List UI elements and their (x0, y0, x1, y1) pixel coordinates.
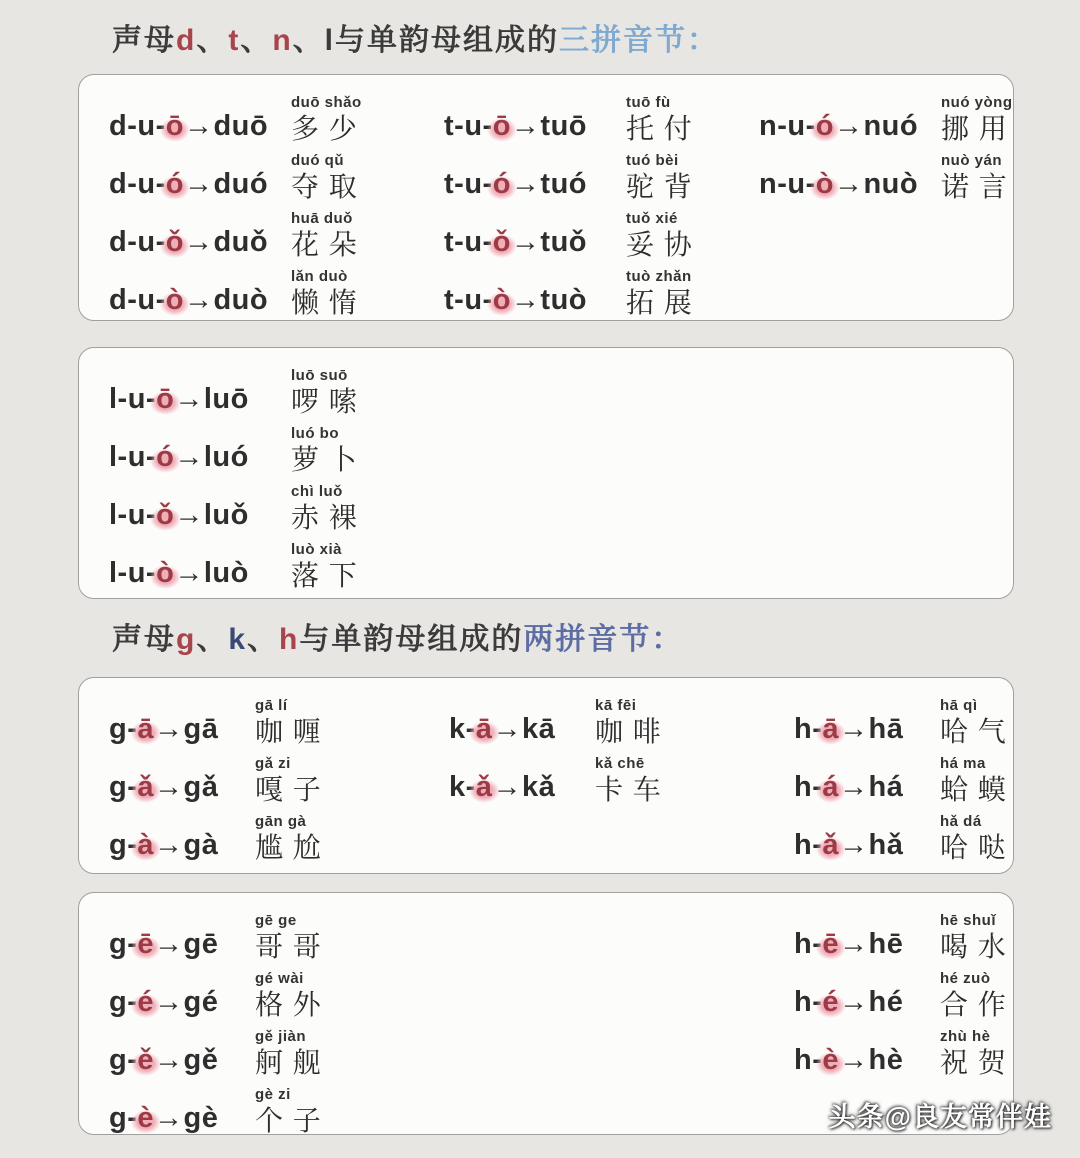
example-word (626, 94, 702, 145)
title-middle: 与单韵母组成的 (299, 623, 524, 656)
word-hanzi: 妥协 (626, 228, 702, 260)
word-pinyin: duó qǔ (291, 152, 344, 170)
example-word (255, 912, 331, 963)
title-comma: 、 (240, 24, 273, 57)
formula-result: →duǒ (183, 226, 269, 258)
formula-vowel-highlight: è (822, 1044, 840, 1076)
formula-prefix: g- (109, 771, 138, 803)
formula-vowel-highlight: ǒ (165, 226, 184, 258)
formula-vowel-highlight: ò (815, 168, 834, 200)
formula-prefix: l-u- (109, 441, 157, 473)
pinyin-formula (109, 499, 277, 534)
formula-prefix: k- (449, 713, 476, 745)
pinyin-formula (109, 110, 277, 145)
pinyin-entry-row (109, 1079, 331, 1137)
word-pinyin: duō shǎo (291, 94, 362, 112)
word-pinyin: luò xià (291, 541, 343, 559)
formula-result: →duò (183, 284, 269, 316)
formula-vowel-highlight: ó (156, 441, 175, 473)
pinyin-formula (449, 713, 581, 748)
formula-result: →luō (174, 383, 249, 415)
formula-vowel-highlight: ō (156, 383, 175, 415)
pinyin-entry-row (794, 806, 1016, 864)
word-pinyin: gān gà (255, 813, 307, 831)
word-hanzi: 落下 (291, 559, 367, 591)
formula-vowel-highlight: é (137, 986, 155, 1018)
formula-result: →duó (183, 168, 269, 200)
pinyin-entry-row (444, 145, 702, 203)
pinyin-entry-row (109, 806, 331, 864)
panel-duo-tuo-nuo (78, 74, 1017, 321)
formula-result: →tuō (510, 110, 587, 142)
pinyin-formula (109, 928, 241, 963)
formula-prefix: h- (794, 986, 823, 1018)
formula-result: →tuò (510, 284, 587, 316)
pinyin-formula (794, 928, 926, 963)
formula-result: →nuó (833, 110, 919, 142)
column-d (109, 87, 444, 319)
pinyin-entry-row (109, 905, 331, 963)
title-comma: 、 (292, 24, 325, 57)
word-pinyin: chì luǒ (291, 483, 343, 501)
title-comma: 、 (196, 24, 229, 57)
pinyin-formula (794, 1044, 926, 1079)
formula-result: →luǒ (174, 499, 249, 531)
example-word (255, 970, 331, 1021)
word-pinyin: gé wài (255, 970, 304, 988)
formula-result: →gā (154, 713, 219, 745)
example-word (255, 813, 331, 864)
column-l (109, 360, 1003, 592)
formula-result: →luó (174, 441, 249, 473)
word-pinyin: tuò zhǎn (626, 268, 692, 286)
example-word (291, 541, 367, 592)
word-pinyin: gā lí (255, 697, 288, 715)
column-h-a (794, 690, 1016, 867)
example-word (941, 94, 1017, 145)
word-pinyin: kā fēi (595, 697, 637, 715)
formula-result: →luò (174, 557, 249, 589)
word-hanzi: 嘎子 (255, 773, 331, 805)
title-letter-d: d (176, 24, 197, 57)
formula-prefix: t-u- (444, 110, 493, 142)
pinyin-entry-row (444, 203, 702, 261)
pinyin-formula (109, 771, 241, 806)
pinyin-formula (109, 1044, 241, 1079)
word-pinyin: luó bo (291, 425, 339, 443)
formula-result: →nuò (833, 168, 919, 200)
pinyin-formula (759, 110, 927, 145)
watermark: 头条@良友常伴娃 (828, 1102, 1052, 1132)
formula-result: →tuǒ (510, 226, 587, 258)
formula-vowel-highlight: á (822, 771, 840, 803)
example-word (940, 1028, 1016, 1079)
pinyin-entry-row (794, 963, 1016, 1021)
example-word (626, 268, 702, 319)
word-pinyin: lǎn duò (291, 268, 348, 286)
formula-prefix: g- (109, 1044, 138, 1076)
example-word (940, 970, 1016, 1021)
word-pinyin: gè zi (255, 1086, 291, 1104)
pinyin-entry-row (109, 534, 367, 592)
formula-vowel-highlight: ò (165, 284, 184, 316)
formula-result: →gé (154, 986, 219, 1018)
example-word (255, 755, 331, 806)
title-comma: 、 (196, 623, 229, 656)
formula-prefix: l-u- (109, 383, 157, 415)
word-hanzi: 个子 (255, 1104, 331, 1136)
example-word (940, 755, 1016, 806)
word-hanzi: 咖啡 (595, 715, 671, 747)
example-word (941, 152, 1017, 203)
formula-prefix: l-u- (109, 499, 157, 531)
formula-prefix: h- (794, 829, 823, 861)
formula-prefix: g- (109, 928, 138, 960)
pinyin-formula (794, 771, 926, 806)
formula-result: →hè (839, 1044, 904, 1076)
panel-ga-ka-ha (78, 677, 1014, 874)
pinyin-formula (759, 168, 927, 203)
example-word (595, 697, 671, 748)
pinyin-entry-row (444, 87, 702, 145)
word-pinyin: há ma (940, 755, 986, 773)
pinyin-entry-row (794, 905, 1016, 963)
column-g-a (109, 690, 449, 867)
pinyin-entry-row (109, 418, 367, 476)
formula-vowel-highlight: ō (165, 110, 184, 142)
example-word (255, 1086, 331, 1137)
formula-vowel-highlight: ē (822, 928, 840, 960)
pinyin-entry-row (109, 1021, 331, 1079)
formula-result: →hā (839, 713, 904, 745)
pinyin-entry-row (444, 261, 702, 319)
section-title-three-pinyin (112, 20, 1080, 62)
pinyin-formula (444, 226, 612, 261)
example-word (255, 697, 331, 748)
word-hanzi: 哈气 (940, 715, 1016, 747)
formula-prefix: h- (794, 1044, 823, 1076)
word-hanzi: 挪用 (941, 112, 1017, 144)
word-hanzi: 合作 (940, 988, 1016, 1020)
word-hanzi: 拓展 (626, 286, 702, 318)
word-pinyin: hé zuò (940, 970, 991, 988)
pinyin-formula (109, 557, 277, 592)
formula-vowel-highlight: ó (492, 168, 511, 200)
formula-vowel-highlight: ò (492, 284, 511, 316)
panel-luo (78, 347, 1014, 599)
word-hanzi: 卡车 (595, 773, 671, 805)
example-word (626, 152, 702, 203)
formula-prefix: d-u- (109, 168, 166, 200)
pinyin-entry-row (794, 1021, 1016, 1079)
formula-prefix: g- (109, 829, 138, 861)
pinyin-formula (109, 441, 277, 476)
pinyin-entry-row (759, 87, 1017, 145)
pinyin-formula (444, 284, 612, 319)
pinyin-formula (794, 829, 926, 864)
pinyin-formula (109, 986, 241, 1021)
formula-vowel-highlight: é (822, 986, 840, 1018)
formula-prefix: n-u- (759, 168, 816, 200)
formula-prefix: k- (449, 771, 476, 803)
example-word (626, 210, 702, 261)
word-pinyin: tuō fù (626, 94, 671, 112)
formula-prefix: d-u- (109, 284, 166, 316)
title-letter-n: n (272, 24, 293, 57)
formula-result: →hǎ (839, 829, 904, 861)
section-title-two-pinyin (112, 619, 1080, 661)
formula-result: →tuó (510, 168, 587, 200)
formula-result: →hé (839, 986, 904, 1018)
word-pinyin: hǎ dá (940, 813, 982, 831)
word-hanzi: 哈哒 (940, 831, 1016, 863)
formula-vowel-highlight: ǒ (156, 499, 175, 531)
formula-prefix: h- (794, 928, 823, 960)
word-hanzi: 托付 (626, 112, 702, 144)
word-hanzi: 蛤蟆 (940, 773, 1016, 805)
example-word (291, 94, 367, 145)
formula-prefix: g- (109, 986, 138, 1018)
pinyin-entry-row (794, 690, 1016, 748)
formula-prefix: d-u- (109, 226, 166, 258)
example-word (291, 367, 367, 418)
word-hanzi: 咖喱 (255, 715, 331, 747)
formula-prefix: g- (109, 713, 138, 745)
word-pinyin: hā qì (940, 697, 978, 715)
word-hanzi: 懒惰 (291, 286, 367, 318)
pinyin-formula (449, 771, 581, 806)
word-hanzi: 祝贺 (940, 1046, 1016, 1078)
column-k-a (449, 690, 794, 867)
pinyin-entry-row (109, 87, 367, 145)
title-letter-h: h (279, 623, 300, 656)
title-suffix: 三拼音节： (559, 24, 719, 57)
word-pinyin: zhù hè (940, 1028, 991, 1046)
pinyin-formula (444, 110, 612, 145)
formula-result: →gě (154, 1044, 219, 1076)
formula-vowel-highlight: ó (165, 168, 184, 200)
word-pinyin: gě jiàn (255, 1028, 307, 1046)
title-middle: 与单韵母组成的 (335, 24, 559, 57)
formula-vowel-highlight: ǎ (822, 829, 840, 861)
formula-vowel-highlight: ǎ (137, 771, 155, 803)
column-g-e (109, 905, 794, 1137)
pinyin-formula (109, 713, 241, 748)
example-word (291, 483, 367, 534)
example-word (291, 268, 367, 319)
word-hanzi: 哥哥 (255, 930, 331, 962)
formula-result: →hē (839, 928, 904, 960)
formula-result: →kā (492, 713, 556, 745)
formula-result: →duō (183, 110, 269, 142)
word-pinyin: gǎ zi (255, 755, 291, 773)
column-n (759, 87, 1017, 319)
pinyin-formula (109, 284, 277, 319)
word-pinyin: gē ge (255, 912, 297, 930)
formula-vowel-highlight: è (137, 1102, 155, 1134)
pinyin-entry-row (449, 748, 671, 806)
word-hanzi: 赤裸 (291, 501, 367, 533)
pinyin-formula (444, 168, 612, 203)
word-hanzi: 萝卜 (291, 443, 367, 475)
word-hanzi: 啰嗦 (291, 385, 367, 417)
formula-prefix: t-u- (444, 226, 493, 258)
pinyin-entry-row (794, 748, 1016, 806)
pinyin-entry-row (759, 145, 1017, 203)
formula-prefix: n-u- (759, 110, 816, 142)
pinyin-entry-row (109, 748, 331, 806)
title-letter-t: t (228, 24, 241, 57)
formula-vowel-highlight: ǒ (492, 226, 511, 258)
pinyin-entry-row (109, 261, 367, 319)
word-hanzi: 驼背 (626, 170, 702, 202)
pinyin-formula (794, 713, 926, 748)
formula-prefix: d-u- (109, 110, 166, 142)
title-comma: 、 (247, 623, 280, 656)
pinyin-entry-row (109, 690, 331, 748)
formula-result: →kǎ (492, 771, 556, 803)
pinyin-entry-row (449, 690, 671, 748)
pinyin-entry-row (109, 203, 367, 261)
formula-prefix: t-u- (444, 168, 493, 200)
title-letter-l: l (324, 24, 335, 57)
formula-result: →gē (154, 928, 219, 960)
formula-vowel-highlight: ǎ (475, 771, 493, 803)
pinyin-formula (109, 829, 241, 864)
word-pinyin: huā duǒ (291, 210, 353, 228)
formula-prefix: g- (109, 1102, 138, 1134)
pinyin-formula (794, 986, 926, 1021)
formula-prefix: h- (794, 771, 823, 803)
pinyin-formula (109, 383, 277, 418)
pinyin-entry-row (109, 476, 367, 534)
formula-result: →gǎ (154, 771, 219, 803)
formula-prefix: t-u- (444, 284, 493, 316)
formula-result: →há (839, 771, 904, 803)
word-hanzi: 诺言 (941, 170, 1017, 202)
pinyin-formula (109, 1102, 241, 1137)
formula-prefix: l-u- (109, 557, 157, 589)
example-word (940, 697, 1016, 748)
title-suffix: 两拼音节： (523, 623, 684, 656)
example-word (291, 210, 367, 261)
word-pinyin: kǎ chē (595, 755, 645, 773)
word-hanzi: 喝水 (940, 930, 1016, 962)
pinyin-formula (109, 168, 277, 203)
word-hanzi: 夺取 (291, 170, 367, 202)
title-prefix: 声母 (112, 24, 176, 57)
pinyin-formula (109, 226, 277, 261)
word-pinyin: tuó bèi (626, 152, 679, 170)
example-word (291, 152, 367, 203)
word-pinyin: hē shuǐ (940, 912, 997, 930)
word-hanzi: 尴尬 (255, 831, 331, 863)
formula-result: →gè (154, 1102, 219, 1134)
pinyin-entry-row (109, 145, 367, 203)
formula-vowel-highlight: ó (815, 110, 834, 142)
formula-vowel-highlight: ò (156, 557, 175, 589)
formula-vowel-highlight: à (137, 829, 155, 861)
formula-vowel-highlight: ā (475, 713, 493, 745)
formula-vowel-highlight: ě (137, 1044, 155, 1076)
pinyin-entry-row (109, 360, 367, 418)
example-word (255, 1028, 331, 1079)
word-pinyin: nuò yán (941, 152, 1003, 170)
formula-vowel-highlight: ē (137, 928, 155, 960)
example-word (940, 912, 1016, 963)
column-t (444, 87, 759, 319)
example-word (595, 755, 671, 806)
formula-vowel-highlight: ō (492, 110, 511, 142)
word-hanzi: 舸舰 (255, 1046, 331, 1078)
pinyin-entry-row (109, 963, 331, 1021)
title-letter-g: g (176, 623, 197, 656)
word-pinyin: luō suō (291, 367, 348, 385)
formula-result: →gà (154, 829, 219, 861)
formula-vowel-highlight: ā (822, 713, 840, 745)
title-letter-k: k (228, 623, 248, 656)
example-word (940, 813, 1016, 864)
word-hanzi: 多少 (291, 112, 367, 144)
example-word (291, 425, 367, 476)
word-hanzi: 花朵 (291, 228, 367, 260)
formula-vowel-highlight: ā (137, 713, 155, 745)
formula-prefix: h- (794, 713, 823, 745)
word-pinyin: tuǒ xié (626, 210, 678, 228)
word-pinyin: nuó yòng (941, 94, 1013, 112)
word-hanzi: 格外 (255, 988, 331, 1020)
title-prefix: 声母 (112, 623, 176, 656)
